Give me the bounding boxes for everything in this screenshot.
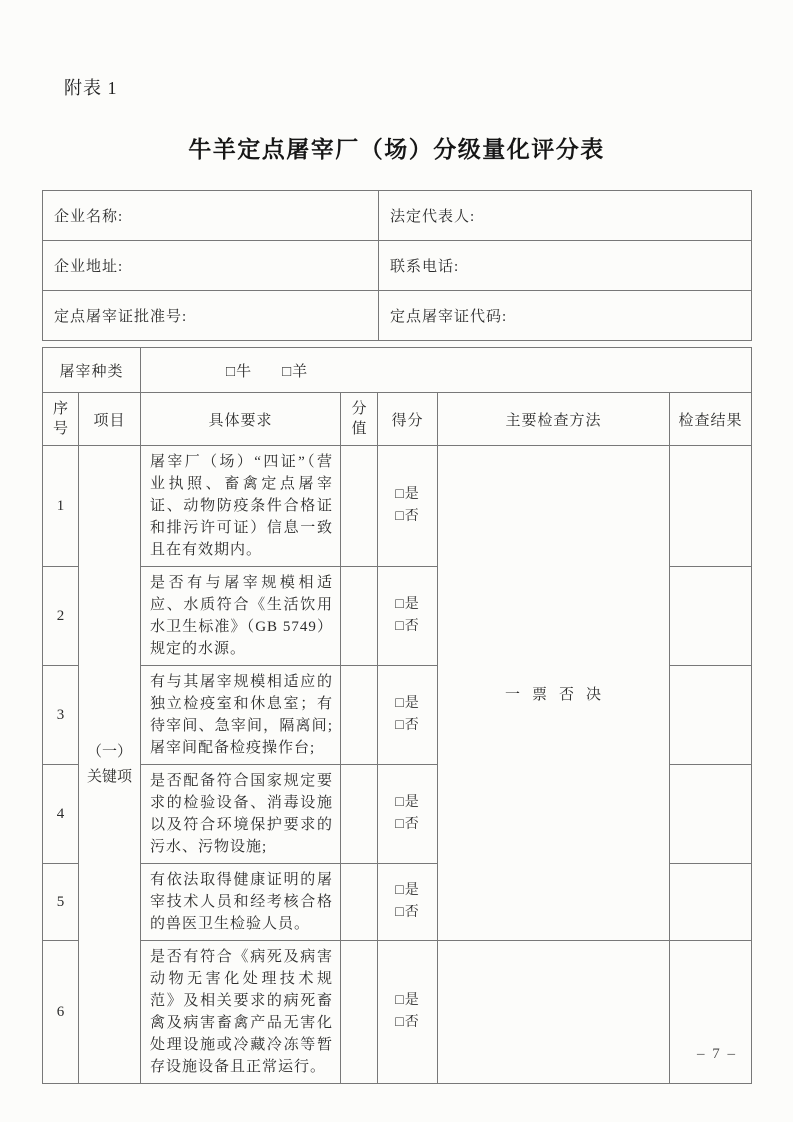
score-cell: [378, 446, 438, 567]
score-value-cell: [341, 666, 378, 765]
form-tables: [42, 190, 751, 1084]
header-score: 得分: [378, 393, 438, 446]
result-cell: [670, 666, 752, 765]
no-checkbox: □否: [395, 1015, 420, 1030]
requirement-text: 屠宰厂（场）“四证”（营业执照、畜禽定点屠宰证、动物防疫条件合格证和排污许可证）信息一致且在有效期内。: [141, 446, 341, 567]
header-row: [43, 393, 752, 446]
score-cell: [378, 765, 438, 864]
row-number: 1: [43, 446, 79, 567]
cert-code-label: 定点屠宰证代码:: [379, 291, 752, 341]
requirement-text: 是否有符合《病死及病害动物无害化处理技术规范》及相关要求的病死畜禽及病害畜禽产品无害化处理设施或冷藏冷冻等暂存设施设备且正常运行。: [141, 941, 341, 1084]
contact-phone-label: 联系电话:: [379, 241, 752, 291]
no-checkbox: □否: [395, 905, 420, 920]
result-cell: [670, 765, 752, 864]
method-empty-cell: [438, 941, 670, 1084]
requirement-text: 有依法取得健康证明的屠宰技术人员和经考核合格的兽医卫生检验人员。: [141, 864, 341, 941]
row-number: 6: [43, 941, 79, 1084]
header-no: 序号: [43, 393, 79, 446]
table-row: [43, 191, 752, 241]
species-row: [43, 348, 752, 393]
document-title: 牛羊定点屠宰厂（场）分级量化评分表: [188, 137, 605, 162]
header-item: 项目: [79, 393, 141, 446]
result-cell: [670, 446, 752, 567]
no-checkbox: □否: [395, 817, 420, 832]
annex-label: 附表 1: [64, 78, 118, 98]
row-number: 4: [43, 765, 79, 864]
header-method: 主要检查方法: [438, 393, 670, 446]
no-checkbox: □否: [395, 509, 420, 524]
yes-checkbox: □是: [395, 696, 420, 711]
yes-checkbox: □是: [395, 993, 420, 1008]
cert-approval-number-label: 定点屠宰证批准号:: [43, 291, 379, 341]
header-result: 检查结果: [670, 393, 752, 446]
species-label: 屠宰种类: [43, 348, 141, 393]
company-address-label: 企业地址:: [43, 241, 379, 291]
scoring-table: [42, 347, 752, 1084]
score-cell: [378, 666, 438, 765]
row-number: 3: [43, 666, 79, 765]
row-number: 5: [43, 864, 79, 941]
row-number: 2: [43, 567, 79, 666]
yes-checkbox: □是: [395, 883, 420, 898]
sheep-checkbox: □羊: [282, 363, 309, 380]
table-row: [43, 941, 752, 1084]
table-row: [43, 446, 752, 567]
score-value-cell: [341, 765, 378, 864]
requirement-text: 是否配备符合国家规定要求的检验设备、消毒设施以及符合环境保护要求的污水、污物设施;: [141, 765, 341, 864]
species-options: [141, 348, 752, 393]
score-value-cell: [341, 446, 378, 567]
no-checkbox: □否: [395, 619, 420, 634]
header-requirement: 具体要求: [141, 393, 341, 446]
yes-checkbox: □是: [395, 597, 420, 612]
header-score-value: 分值: [341, 393, 378, 446]
score-cell: [378, 864, 438, 941]
page-number: – 7 –: [697, 1046, 737, 1062]
cattle-checkbox: □牛: [226, 363, 253, 380]
enterprise-info-table: [42, 190, 752, 341]
result-cell: [670, 567, 752, 666]
table-row: [43, 241, 752, 291]
score-cell: [378, 567, 438, 666]
score-value-cell: [341, 941, 378, 1084]
legal-representative-label: 法定代表人:: [379, 191, 752, 241]
score-cell: [378, 941, 438, 1084]
requirement-text: 有与其屠宰规模相适应的独立检疫室和休息室；有待宰间、急宰间，隔离间;屠宰间配备检疫操作台;: [141, 666, 341, 765]
no-checkbox: □否: [395, 718, 420, 733]
result-cell: [670, 864, 752, 941]
score-value-cell: [341, 567, 378, 666]
yes-checkbox: □是: [395, 487, 420, 502]
item-group-cell: （一）关键项: [79, 446, 141, 1084]
yes-checkbox: □是: [395, 795, 420, 810]
score-value-cell: [341, 864, 378, 941]
table-row: [43, 291, 752, 341]
method-veto-cell: 一票否决: [438, 446, 670, 941]
requirement-text: 是否有与屠宰规模相适应、水质符合《生活饮用水卫生标准》（GB 5749）规定的水源。: [141, 567, 341, 666]
company-name-label: 企业名称:: [43, 191, 379, 241]
